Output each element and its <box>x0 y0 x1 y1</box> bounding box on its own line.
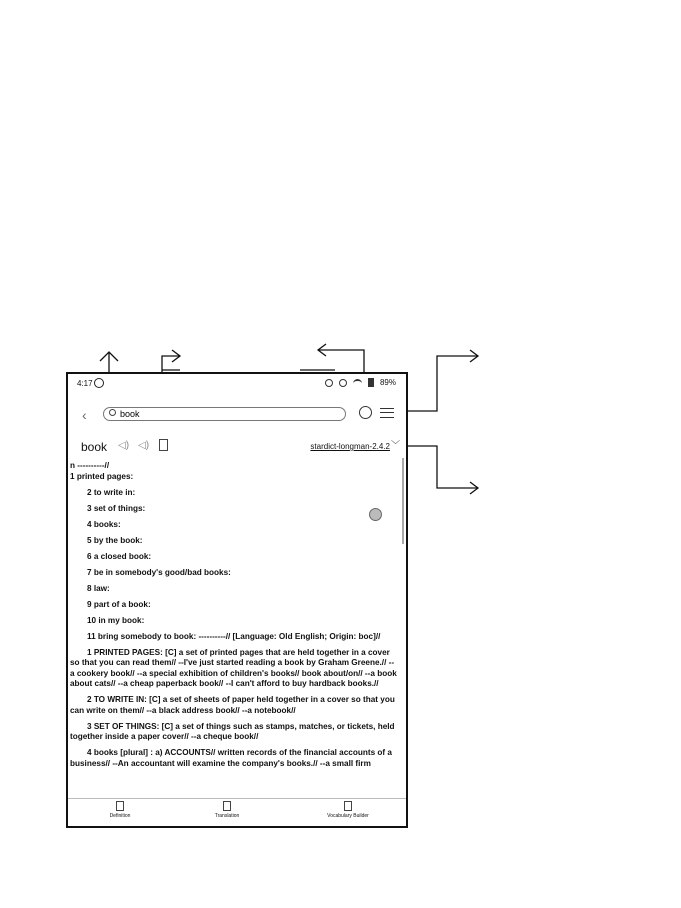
status-bar <box>68 374 406 394</box>
arrow-dict <box>396 446 478 488</box>
search-row <box>68 404 406 426</box>
search-icon <box>109 409 116 416</box>
status-time: 4:17 <box>77 379 93 388</box>
def-line: 8 law: <box>87 583 110 593</box>
dictionary-selector[interactable]: stardict-longman-2.4.2 <box>310 442 390 451</box>
def-line: 11 bring somebody to book: ----------// [Language: Old English; Origin: boc]// <box>87 631 381 641</box>
def-line: 2 TO WRITE IN: [C] a set of sheets of paper held together in a cover so that you can write on them// --a black address book// --a notebook// <box>70 695 395 715</box>
back-chevron-icon[interactable]: ‹ <box>82 407 87 423</box>
def-line: 4 books [plural] : a) ACCOUNTS// written records of the financial accounts of a business// --An accountant will examine the company's books.// --a small firm <box>70 748 392 768</box>
speaker-uk-icon[interactable]: ◁) <box>118 440 130 451</box>
notes-icon[interactable] <box>159 439 168 451</box>
scrollbar[interactable] <box>402 458 404 544</box>
def-line: 3 set of things: <box>87 503 146 513</box>
floating-ball-button[interactable] <box>369 508 382 521</box>
def-line: 10 in my book: <box>87 615 145 625</box>
translation-icon <box>223 801 231 811</box>
def-line: 1 printed pages: <box>70 471 134 481</box>
tab-vocabulary-builder[interactable] <box>318 801 378 819</box>
menu-icon[interactable] <box>380 408 394 418</box>
wifi-icon <box>353 379 362 386</box>
definition-icon <box>116 801 124 811</box>
def-line: 2 to write in: <box>87 487 136 497</box>
bulb-icon <box>325 379 333 387</box>
tab-definition[interactable] <box>104 801 136 819</box>
sync-icon <box>94 378 104 388</box>
battery-icon <box>368 378 374 387</box>
vocabulary-icon <box>344 801 352 811</box>
speaker-us-icon[interactable]: ◁) <box>138 440 150 451</box>
tab-label: Definition <box>109 813 131 819</box>
status-icons <box>325 378 396 387</box>
word-row <box>68 438 406 456</box>
tab-label: Translation <box>214 813 240 819</box>
def-line: n ----------// <box>70 461 110 470</box>
def-line: 6 a closed book: <box>87 551 152 561</box>
globe-icon[interactable] <box>359 406 372 419</box>
bottom-tab-bar <box>68 798 406 826</box>
search-box[interactable] <box>103 407 346 421</box>
rotate-icon <box>339 379 347 387</box>
def-line: 3 SET OF THINGS: [C] a set of things such as stamps, matches, or tickets, held together inside a paper cover// --a cheque book// <box>70 721 395 741</box>
def-line: 7 be in somebody's good/bad books: <box>87 567 231 577</box>
battery-level: 89% <box>379 378 396 387</box>
device-screen <box>66 372 408 828</box>
def-line: 4 books: <box>87 519 121 529</box>
definition-content <box>70 461 398 799</box>
chevron-down-icon[interactable]: ﹀ <box>390 440 400 450</box>
tab-translation[interactable] <box>208 801 246 819</box>
def-line: 9 part of a book: <box>87 599 151 609</box>
def-line: 1 PRINTED PAGES: [C] a set of printed pages that are held together in a cover so that you can read them// --I've just started reading a book by Graham Greene.// --a cookery book// --a special exhibition of children's books// book about/on// --a book about cats// --a cheap paperback book// --I can't afford to buy hardback books.// <box>70 647 397 688</box>
def-line: 5 by the book: <box>87 535 143 545</box>
tab-label: Vocabulary Builder <box>327 813 369 819</box>
search-input[interactable] <box>120 408 330 420</box>
headword: book <box>81 440 108 454</box>
